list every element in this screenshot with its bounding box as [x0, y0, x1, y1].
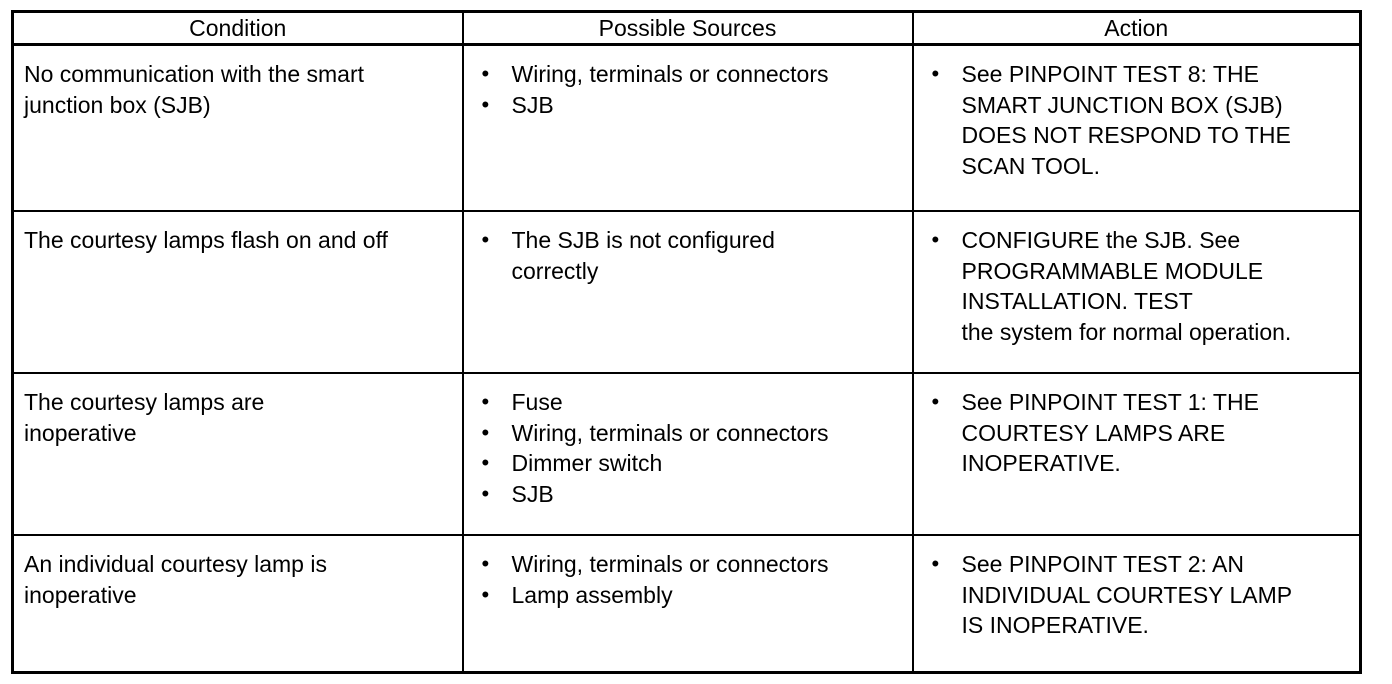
- action-cell: [913, 373, 1361, 535]
- source-item: • SJB: [512, 90, 902, 121]
- action-cell: [913, 211, 1361, 373]
- action-text: • See PINPOINT TEST 1: THE COURTESY LAMPS ARE INOPERATIVE.: [961, 389, 1259, 476]
- source-item: • SJB: [512, 479, 902, 510]
- source-item: • Fuse: [512, 387, 902, 418]
- sources-list: [474, 387, 902, 509]
- sources-list: [474, 549, 902, 610]
- header-action: Action: [913, 12, 1361, 45]
- table-row: [13, 535, 1361, 673]
- sources-cell: [463, 45, 913, 212]
- source-item: • Dimmer switch: [512, 448, 902, 479]
- action-cell: [913, 45, 1361, 212]
- source-item: • Wiring, terminals or connectors: [512, 59, 902, 90]
- condition-cell: [13, 535, 463, 673]
- symptom-chart-table: [11, 10, 1362, 674]
- header-row: [13, 12, 1361, 45]
- sources-list: [474, 59, 902, 120]
- sources-list: [474, 225, 902, 286]
- header-possible-sources: Possible Sources: [463, 12, 913, 45]
- header-condition: Condition: [13, 12, 463, 45]
- sources-cell: [463, 373, 913, 535]
- source-item: • Lamp assembly: [512, 580, 902, 611]
- action-list: [924, 59, 1350, 181]
- condition-cell: [13, 45, 463, 212]
- action-list: [924, 225, 1350, 347]
- action-text: • See PINPOINT TEST 2: AN INDIVIDUAL COURTESY LAMP IS INOPERATIVE.: [961, 551, 1293, 638]
- table-row: [13, 45, 1361, 212]
- action-cell: [913, 535, 1361, 673]
- condition-text: An individual courtesy lamp is inoperative: [24, 551, 327, 608]
- condition-text: No communication with the smart junction box (SJB): [24, 61, 365, 118]
- action-text: • See PINPOINT TEST 8: THE SMART JUNCTION BOX (SJB) DOES NOT RESPOND TO THE SCAN TOOL.: [961, 61, 1291, 179]
- condition-text: The courtesy lamps are inoperative: [24, 389, 265, 446]
- source-item: • Wiring, terminals or connectors: [512, 549, 902, 580]
- sources-cell: [463, 535, 913, 673]
- action-list: [924, 387, 1350, 479]
- condition-cell: [13, 211, 463, 373]
- action-text: • CONFIGURE the SJB. See PROGRAMMABLE MODULE INSTALLATION. TEST the system for normal operation.: [961, 227, 1292, 345]
- sources-cell: [463, 211, 913, 373]
- diagnostic-sheet: [11, 10, 1359, 674]
- table-row: [13, 373, 1361, 535]
- source-item: • The SJB is not configured correctly: [512, 225, 902, 286]
- condition-cell: [13, 373, 463, 535]
- source-item: • Wiring, terminals or connectors: [512, 418, 902, 449]
- action-list: [924, 549, 1350, 641]
- condition-text: The courtesy lamps flash on and off: [24, 227, 388, 253]
- table-row: [13, 211, 1361, 373]
